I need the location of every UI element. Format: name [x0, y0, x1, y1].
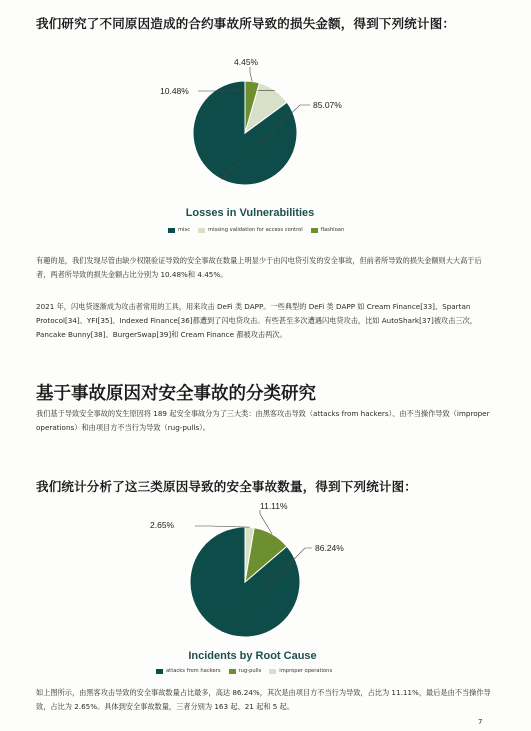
legend-label: attacks from hackers — [166, 668, 221, 674]
legend-label: flashloan — [320, 227, 345, 233]
body-paragraph: 如上图所示，由黑客攻击导致的安全事故数量占比最多，高达 86.24%，其次是由项目方不当行为导致，占比为 11.11%，最后是由不当操作导致，占比为 2.65%。具体到安全事故数量，三者分别为 163 起、21 起和 5 起。 — [36, 688, 491, 711]
legend-swatch — [168, 228, 175, 233]
legend-item — [168, 227, 190, 233]
losses-pie-chart — [150, 55, 380, 240]
page-number: 7 — [478, 718, 483, 726]
incidents-pie-svg — [140, 500, 380, 640]
leader-line — [250, 67, 252, 82]
legend-item — [156, 668, 221, 674]
legend-label: rug-pulls — [238, 668, 262, 674]
section-heading: 我们统计分析了这三类原因导致的安全事故数量，得到下列统计图： — [36, 479, 418, 494]
losses-pie-svg — [150, 55, 380, 205]
leader-line — [195, 526, 250, 527]
legend-item — [311, 227, 345, 233]
legend-swatch — [269, 669, 276, 674]
legend-swatch — [311, 228, 318, 233]
incidents-pie-chart — [140, 500, 380, 680]
chart-legend — [168, 227, 344, 233]
chart-legend — [156, 668, 332, 674]
legend-swatch — [229, 669, 236, 674]
slice-percent-label: 2.65% — [150, 520, 175, 530]
slice-percent-label: 11.11% — [260, 501, 288, 511]
body-paragraph: 有趣的是，我们发现尽管由缺少权限验证导致的安全事故在数量上明显少于由闪电贷引发的安全事故，但前者所导致的损失金额则大大高于后者，两者所导致的损失金额占比分别为 10.48%和 4.45%。 — [36, 256, 482, 279]
legend-item — [269, 668, 332, 674]
legend-label: misc — [178, 227, 191, 233]
body-paragraph: 我们基于导致安全事故的发生原因将 189 起安全事故分为了三大类：由黑客攻击导致（attacks from hackers）、由不当操作导致（improper operations）和由项目方不当行为导致（rug-pulls）。 — [36, 409, 490, 432]
legend-swatch — [198, 228, 205, 233]
section-heading: 我们研究了不同原因造成的合约事故所导致的损失金额，得到下列统计图： — [36, 16, 456, 31]
legend-label: improper operations — [279, 668, 333, 674]
body-paragraph: 2021 年，闪电贷逐渐成为攻击者常用的工具，用来攻击 DeFi 类 DAPP。一些典型的 DeFi 类 DAPP 如 Cream Finance[33]、Spartan Protocol[34]、YFI[35]、Indexed Finance[36]都遭到了闪电贷攻击。有些甚至多次遭遇闪电贷攻击，比如 AutoShark[37]被攻击三次，Pancake Bunny[38]、BurgerSwap[39]和 Cream Finance 都被攻击两次。 — [36, 302, 477, 339]
slice-percent-label: 86.24% — [315, 543, 344, 553]
slice-percent-label: 4.45% — [234, 57, 259, 67]
slice-percent-label: 85.07% — [313, 100, 342, 110]
chart-title: Incidents by Root Cause — [188, 650, 317, 662]
legend-label: missing validation for access control — [208, 227, 303, 233]
legend-swatch — [156, 669, 163, 674]
chart-title: Losses in Vulnerabilities — [185, 207, 315, 219]
slice-percent-label: 10.48% — [160, 86, 189, 96]
legend-item — [229, 668, 262, 674]
section-heading-large: 基于事故原因对安全事故的分类研究 — [36, 384, 316, 404]
legend-item — [198, 227, 303, 233]
